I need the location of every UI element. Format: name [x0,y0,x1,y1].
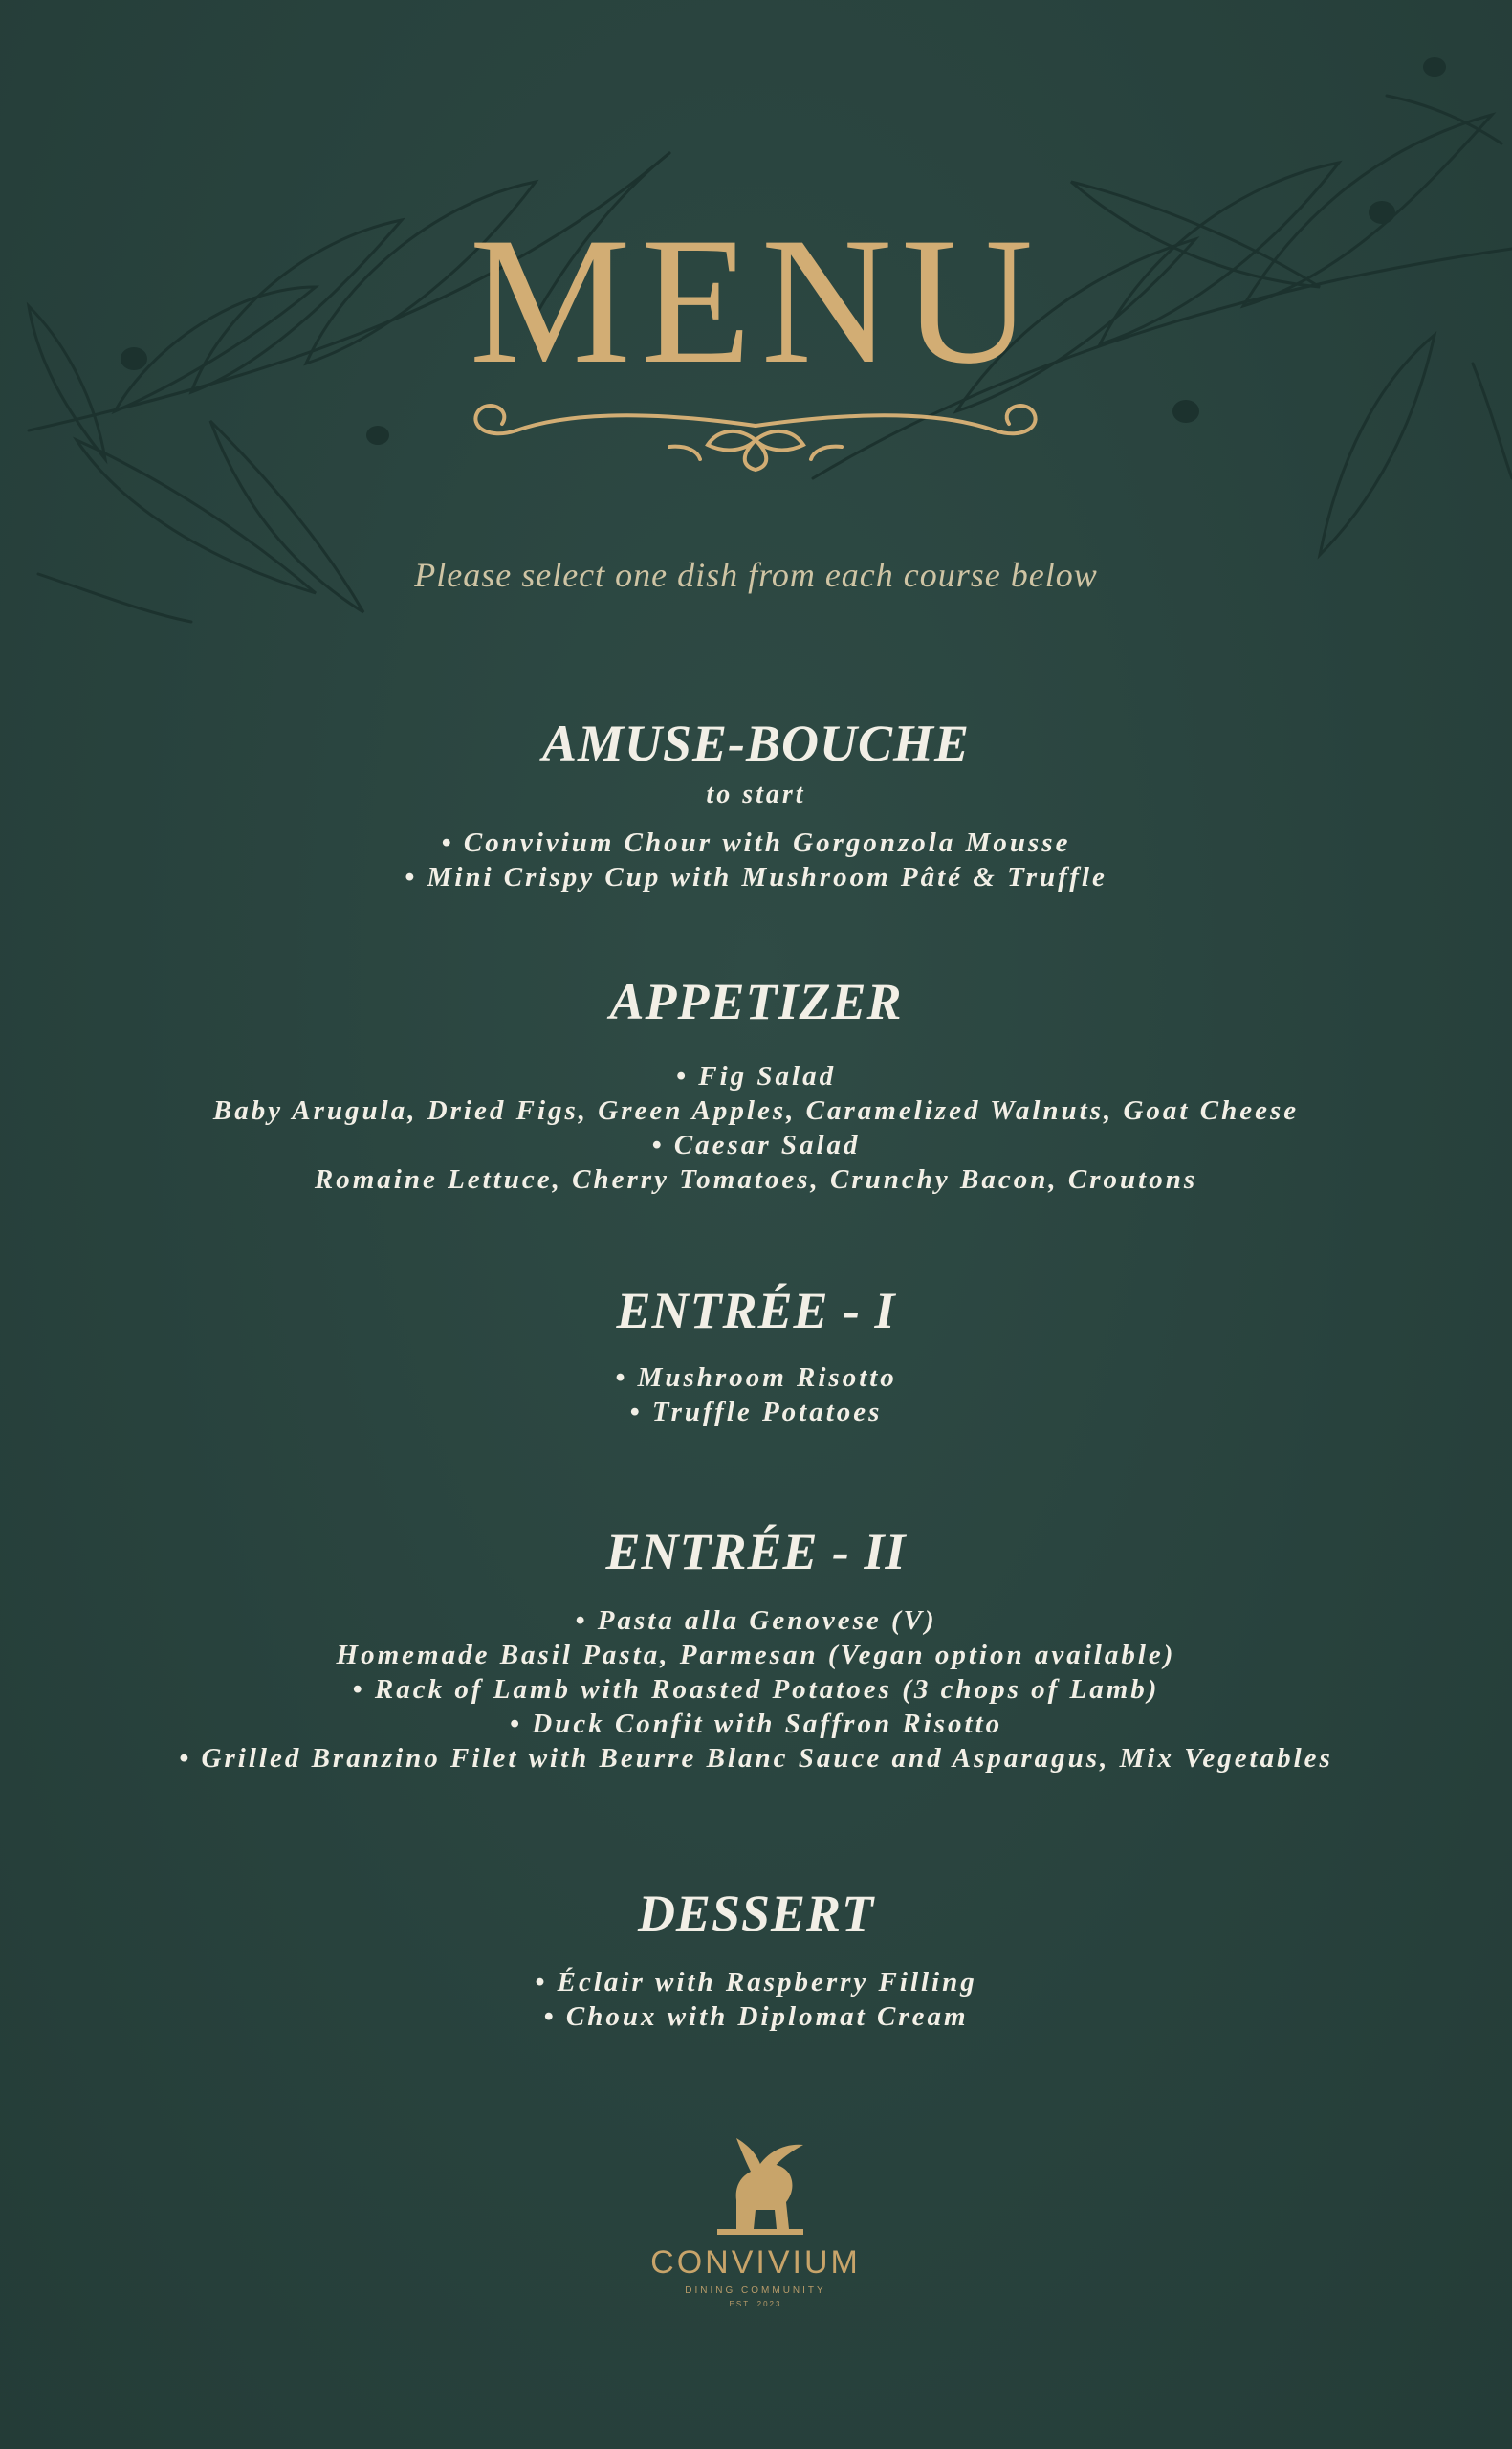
course-amuse-bouche [0,713,1512,894]
menu-item: • Choux with Diplomat Cream [543,2001,969,2032]
griffin-logo-icon [698,2133,813,2239]
ornament-flourish [449,397,1062,474]
course-items [0,1965,1512,2034]
menu-item: • Éclair with Raspberry Filling [535,1967,977,1997]
logo-tagline: DINING COMMUNITY [685,2285,826,2296]
menu-item: • Convivium Chour with Gorgonzola Mousse [441,827,1071,858]
course-note: to start [706,780,806,809]
course-title: AMUSE-BOUCHE [541,715,971,772]
course-title: ENTRÉE - II [605,1523,907,1580]
course-items [0,1603,1512,1776]
menu-item: • Truffle Potatoes [629,1397,883,1427]
logo-established: EST. 2023 [729,2300,782,2308]
course-entree-1 [0,1280,1512,1429]
menu-item: • Mushroom Risotto [615,1362,897,1393]
course-title: ENTRÉE - I [616,1282,896,1339]
menu-title: MENU [469,201,1043,402]
menu-item: • Fig Salad [675,1061,837,1092]
logo-name: CONVIVIUM [650,2244,861,2281]
menu-item-description: Romaine Lettuce, Cherry Tomatoes, Crunchy Bacon, Croutons [314,1164,1198,1195]
menu-instructions: Please select one dish from each course below [414,556,1098,594]
course-items [0,826,1512,894]
course-appetizer [0,971,1512,1197]
menu-item: • Pasta alla Genovese (V) [575,1605,937,1636]
convivium-logo [612,2133,899,2353]
course-title: APPETIZER [609,973,903,1030]
course-entree-2 [0,1521,1512,1776]
course-title: DESSERT [637,1885,875,1942]
menu-item-description: Baby Arugula, Dried Figs, Green Apples, Caramelized Walnuts, Goat Cheese [212,1095,1300,1126]
menu-item-description: Homemade Basil Pasta, Parmesan (Vegan option available) [336,1640,1176,1670]
course-dessert [0,1883,1512,2034]
menu-item: • Rack of Lamb with Roasted Potatoes (3 chops of Lamb) [352,1674,1160,1705]
course-items [0,1360,1512,1429]
menu-item: • Caesar Salad [651,1130,861,1160]
course-items [0,1059,1512,1197]
menu-item: • Mini Crispy Cup with Mushroom Pâté & Truffle [405,862,1107,893]
menu-item: • Duck Confit with Saffron Risotto [509,1709,1003,1739]
menu-item: • Grilled Branzino Filet with Beurre Blanc Sauce and Asparagus, Mix Vegetables [179,1743,1333,1774]
